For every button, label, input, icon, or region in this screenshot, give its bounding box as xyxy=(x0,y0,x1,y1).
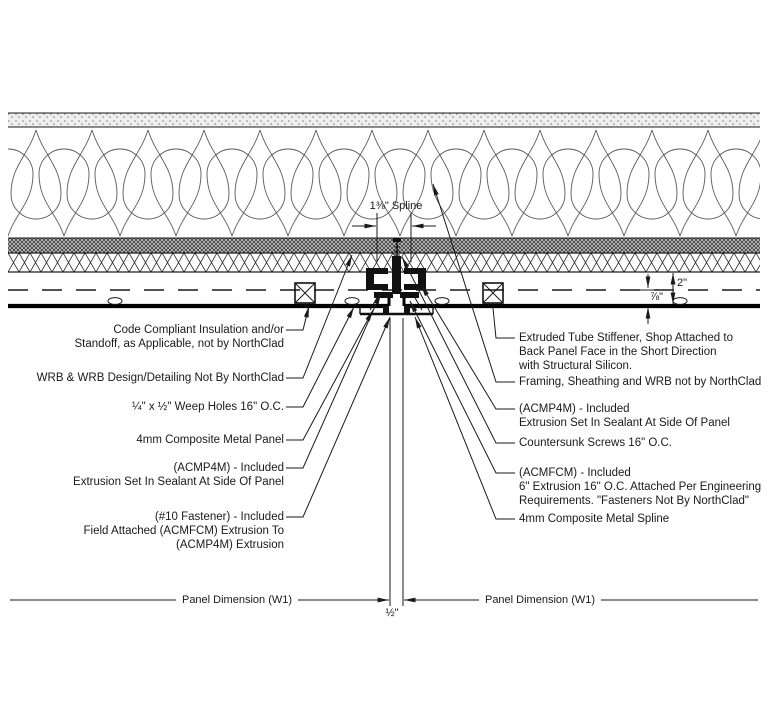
spline-dimension-text: 1⅜" Spline xyxy=(369,200,423,212)
label-framing-sheathing-wrb xyxy=(519,375,761,389)
label-composite-metal-spline xyxy=(519,512,669,526)
label-line: (ACMP4M) - Included xyxy=(173,462,284,474)
label-weep-holes xyxy=(132,400,284,414)
label-line: 6" Extrusion 16" O.C. Attached Per Engineering xyxy=(519,481,762,493)
label-line: Countersunk Screws 16" O.C. xyxy=(519,437,673,449)
label-acmfcm-extrusion xyxy=(519,466,761,508)
label-line: 4mm Composite Metal Panel xyxy=(136,434,284,446)
label-extruded-tube-stiffener xyxy=(519,331,733,373)
label-line: Extrusion Set In Sealant At Side Of Panel xyxy=(73,476,284,488)
label-line: 4mm Composite Metal Spline xyxy=(519,513,670,525)
tube-stiffener-right xyxy=(483,283,503,307)
label-line: Back Panel Face in the Short Direction xyxy=(519,346,717,358)
label-wrb-design xyxy=(37,371,284,385)
label-line: (#10 Fastener) - Included xyxy=(154,511,284,523)
label-line: Requirements. "Fasteners Not By NorthClad" xyxy=(519,495,749,507)
label-line: (ACMFCM) - Included xyxy=(519,467,631,479)
weep-holes xyxy=(108,298,687,305)
tube-stiffener-left xyxy=(295,283,315,307)
label-line: Code Compliant Insulation and/or xyxy=(113,324,284,336)
panel-dimension-left-text: Panel Dimension (W1) xyxy=(176,594,298,606)
label-line: with Structural Silicon. xyxy=(519,360,633,372)
label-line: Framing, Sheathing and WRB not by NorthClad xyxy=(519,376,762,388)
two-inch-dimension-text: 2" xyxy=(677,277,688,289)
label-acmp4m-extrusion-right xyxy=(519,402,730,430)
label-line: Extruded Tube Stiffener, Shop Attached to xyxy=(519,332,733,344)
label-line: Extrusion Set In Sealant At Side Of Panel xyxy=(519,417,730,429)
seven-eighths-dimension-text: ⅞" xyxy=(650,291,664,303)
sheathing-band xyxy=(8,238,760,253)
label-line: (ACMP4M) Extrusion xyxy=(176,539,284,551)
label-line: WRB & WRB Design/Detailing Not By NorthClad xyxy=(36,372,284,384)
batt-insulation-layer xyxy=(8,128,760,238)
label-line: (ACMP4M) - Included xyxy=(519,403,630,415)
label-number10-fastener xyxy=(84,510,284,552)
label-line: Standoff, as Applicable, not by NorthClad xyxy=(74,338,284,350)
label-countersunk-screws xyxy=(519,436,672,450)
label-code-compliant-insulation xyxy=(75,323,284,351)
label-line: Field Attached (ACMFCM) Extrusion To xyxy=(83,525,284,537)
label-composite-metal-panel xyxy=(136,433,284,447)
label-acmp4m-extrusion-left xyxy=(73,461,284,489)
exterior-sheathing-stipple-band xyxy=(8,113,760,127)
half-inch-gap-text: ½" xyxy=(385,607,399,619)
panel-dimension-right-text: Panel Dimension (W1) xyxy=(479,594,601,606)
label-line: ¼" x ½" Weep Holes 16" O.C. xyxy=(131,401,284,413)
